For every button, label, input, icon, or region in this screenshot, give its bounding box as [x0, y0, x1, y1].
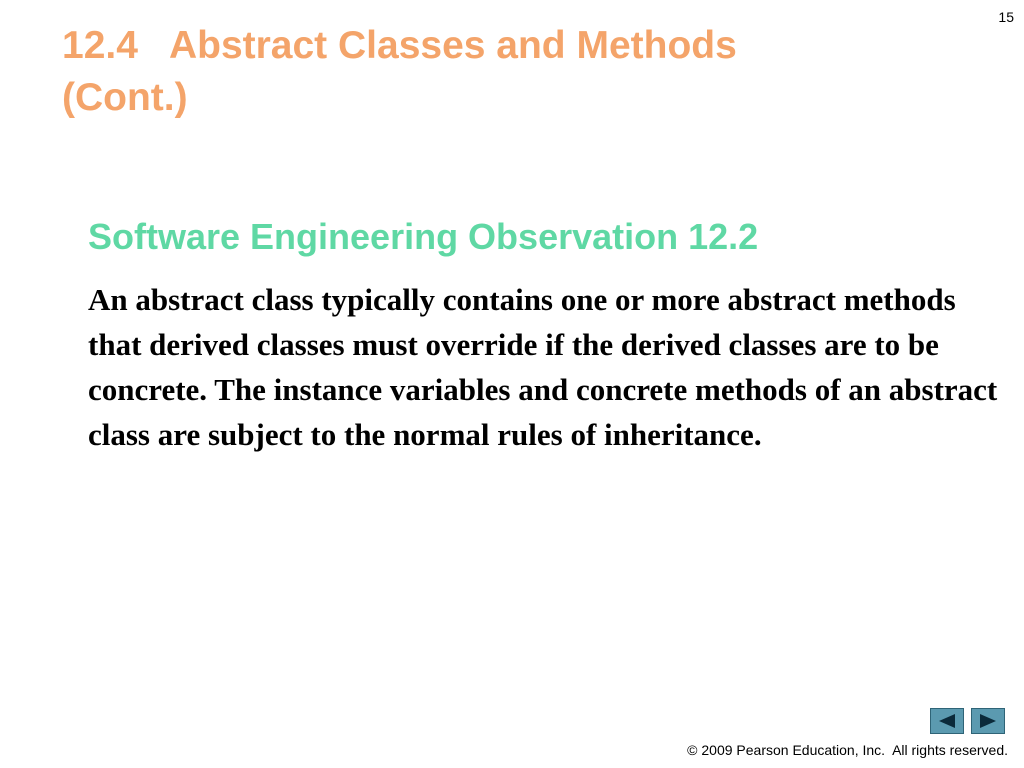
slide-title: 12.4 Abstract Classes and Methods (Cont.) — [62, 24, 737, 119]
next-slide-button[interactable] — [971, 708, 1005, 734]
observation-body: An abstract class typically contains one or more abstract methods that derived classes must override if the derived classes are to be concrete. The instance variables and concrete methods of an abstract class are subject to the normal rules of inheritance. — [88, 282, 998, 452]
page-number: 15 — [998, 9, 1014, 25]
previous-slide-button[interactable] — [930, 708, 964, 734]
triangle-left-icon — [937, 713, 957, 729]
copyright-notice: © 2009 Pearson Education, Inc. All rights reserved. — [687, 742, 1008, 758]
triangle-right-icon — [978, 713, 998, 729]
observation-heading: Software Engineering Observation 12.2 — [88, 216, 759, 257]
slide-navigation — [930, 708, 1005, 734]
